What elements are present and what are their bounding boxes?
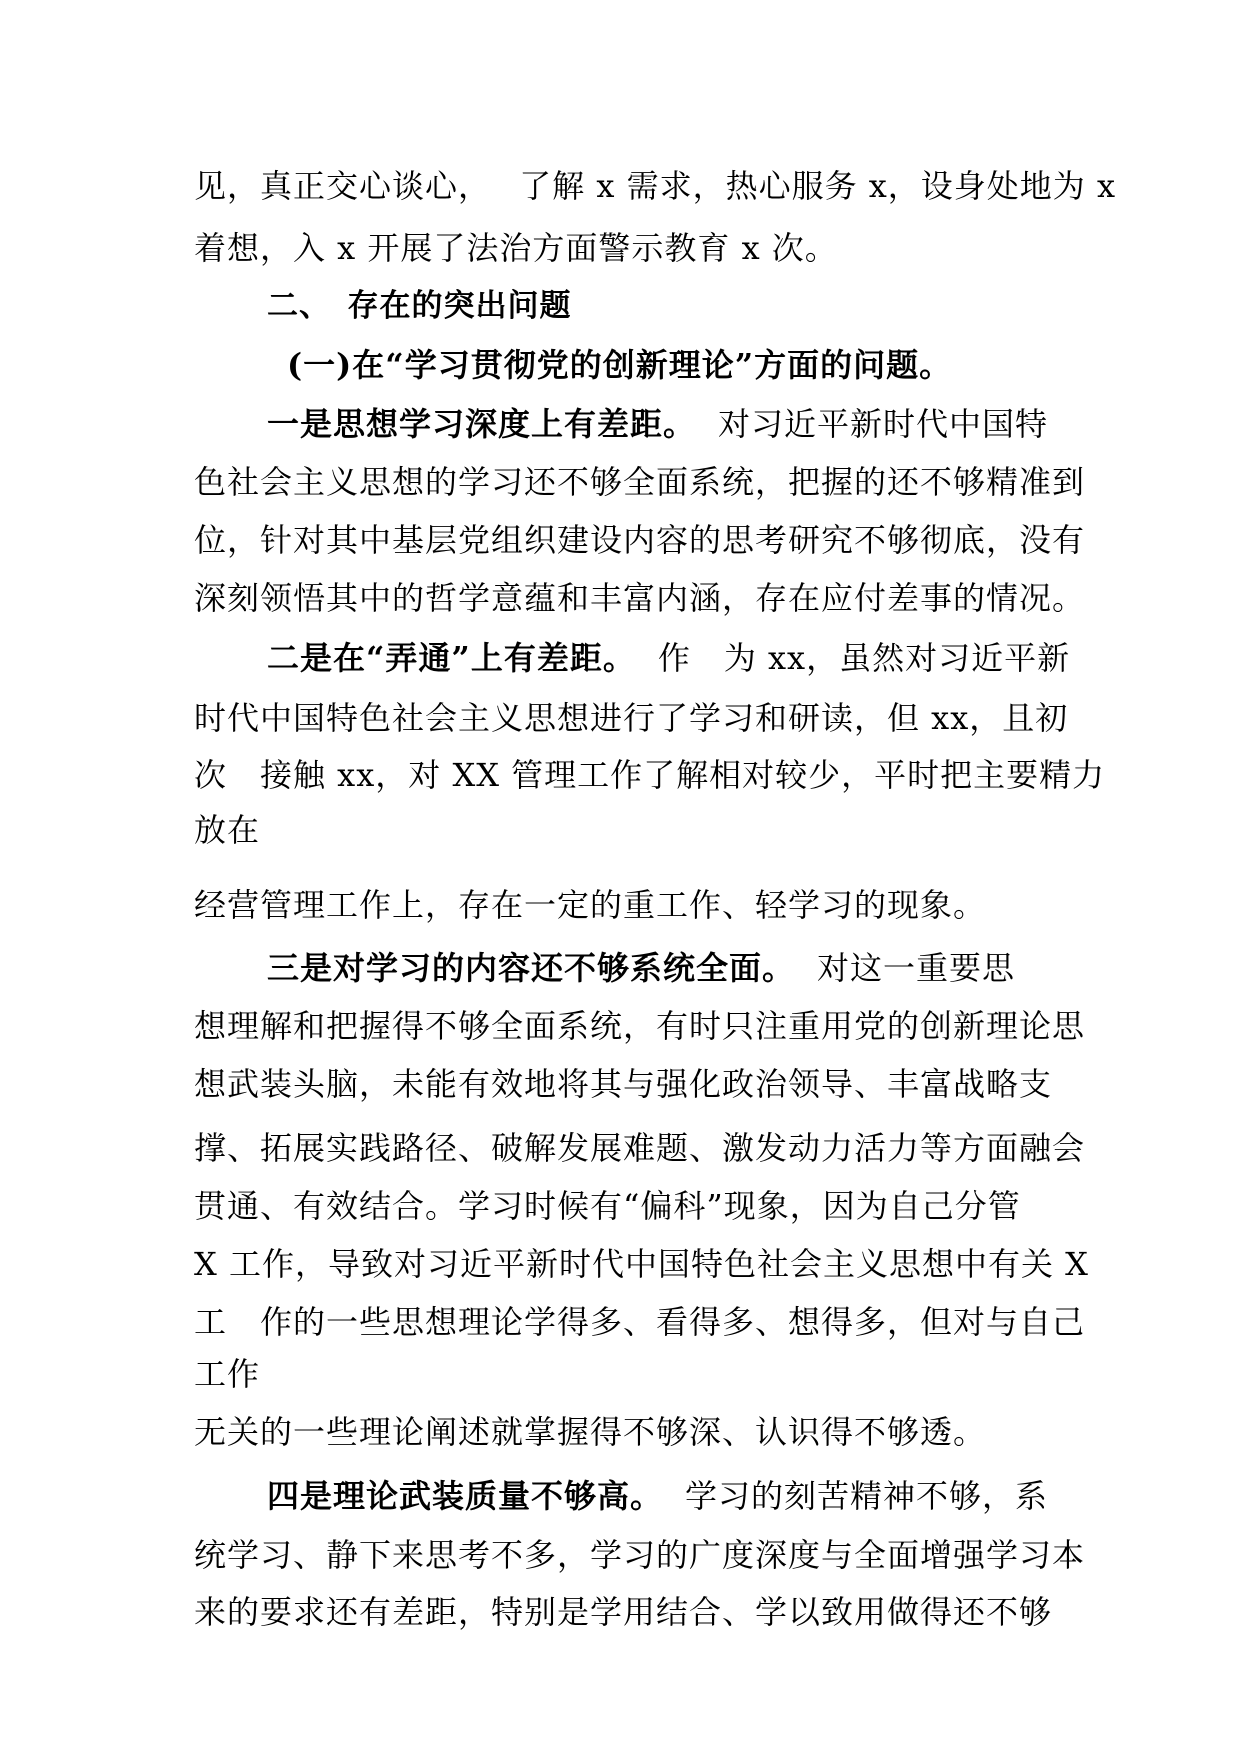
paragraph-line: 次 接触 xx，对 XX 管理工作了解相对较少，平时把主要精力 bbox=[194, 756, 1106, 794]
item-lead: 四是理论武装质量不够高。 bbox=[267, 1477, 664, 1515]
item-text: 作 为 xx，虽然对习近平新 bbox=[657, 639, 1071, 677]
paragraph-line: 色社会主义思想的学习还不够全面系统，把握的还不够精准到 bbox=[194, 463, 1086, 501]
paragraph-line: 想武装头脑，未能有效地将其与强化政治领导、丰富战略支 bbox=[194, 1065, 1053, 1103]
item-first-line bbox=[267, 948, 1015, 988]
item-text: 学习的刻苦精神不够，系 bbox=[685, 1477, 1049, 1515]
paragraph-line: 来的要求还有差距，特别是学用结合、学以致用做得还不够 bbox=[194, 1593, 1053, 1631]
item-first-line bbox=[267, 638, 1070, 678]
paragraph-line: 位，针对其中基层党组织建设内容的思考研究不够彻底，没有 bbox=[194, 521, 1086, 559]
item-text: 对习近平新时代中国特 bbox=[718, 405, 1049, 443]
paragraph-line: 想理解和把握得不够全面系统，有时只注重用党的创新理论思 bbox=[194, 1007, 1086, 1045]
paragraph-line: 深刻领悟其中的哲学意蕴和丰富内涵，存在应付差事的情况。 bbox=[194, 579, 1086, 617]
item-lead: 一是思想学习深度上有差距。 bbox=[267, 405, 697, 443]
paragraph-line: 经营管理工作上，存在一定的重工作、轻学习的现象。 bbox=[194, 886, 987, 924]
item-text: 对这一重要思 bbox=[817, 949, 1016, 987]
paragraph-line: 着想，入 x 开展了法治方面警示教育 x 次。 bbox=[194, 229, 838, 267]
paragraph-line: 工 作的一些思想理论学得多、看得多、想得多，但对与自己 bbox=[194, 1303, 1086, 1341]
item-first-line bbox=[267, 404, 1048, 444]
paragraph-line: 时代中国特色社会主义思想进行了学习和研读，但 xx，且初 bbox=[194, 699, 1069, 737]
paragraph-line: 见，真正交心谈心， 了解 x 需求，热心服务 x，设身处地为 x bbox=[194, 167, 1117, 205]
section-heading: 二、 存在的突出问题 bbox=[267, 288, 572, 324]
paragraph-line: 贯通、有效结合。学习时候有“偏科”现象，因为自己分管 bbox=[194, 1187, 1021, 1225]
paragraph-line: X 工作，导致对习近平新时代中国特色社会主义思想中有关 X bbox=[194, 1245, 1089, 1283]
item-first-line bbox=[267, 1476, 1048, 1516]
paragraph-line: 无关的一些理论阐述就掌握得不够深、认识得不够透。 bbox=[194, 1413, 987, 1451]
paragraph-line: 撑、拓展实践路径、破解发展难题、激发动力活力等方面融会 bbox=[194, 1129, 1086, 1167]
item-lead: 二是在“弄通”上有差距。 bbox=[267, 639, 636, 677]
subsection-heading: (一)在“学习贯彻党的创新理论”方面的问题。 bbox=[287, 346, 953, 384]
paragraph-line: 统学习、静下来思考不多，学习的广度深度与全面增强学习本 bbox=[194, 1536, 1086, 1574]
item-lead: 三是对学习的内容还不够系统全面。 bbox=[267, 949, 796, 987]
paragraph-line: 工作 bbox=[194, 1355, 261, 1393]
paragraph-line: 放在 bbox=[194, 811, 261, 849]
